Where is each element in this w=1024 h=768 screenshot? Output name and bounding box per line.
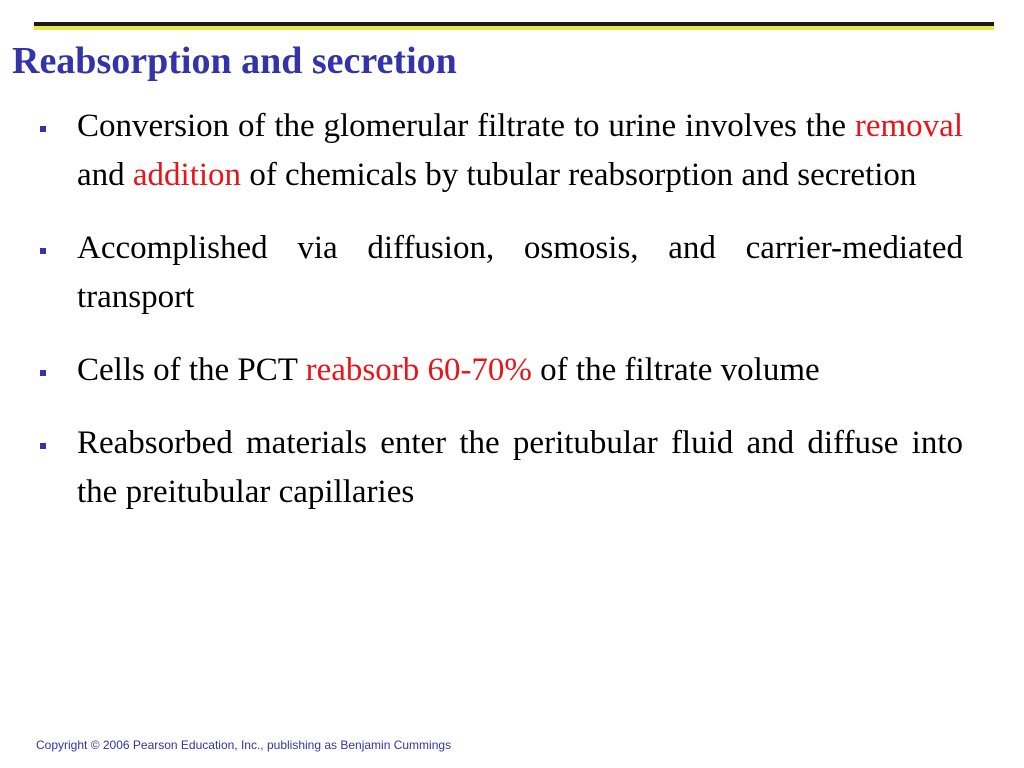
bullet-square-icon <box>40 126 46 132</box>
bullet-list <box>30 102 963 541</box>
bullet-item <box>30 346 963 395</box>
bullet-text-segment: Reabsorbed materials enter the peritubular fluid and diffuse into the preitubular capillaries <box>77 425 963 510</box>
bullet-item <box>30 102 963 200</box>
bullet-text-segment: and <box>77 157 133 193</box>
copyright-notice: Copyright © 2006 Pearson Education, Inc., publishing as Benjamin Cummings <box>36 738 452 752</box>
title-rule-accent <box>34 26 994 30</box>
highlighted-term: addition <box>132 157 242 193</box>
bullet-text-segment: of chemicals by tubular reabsorption and secretion <box>241 157 917 193</box>
bullet-square-icon <box>40 443 46 449</box>
slide-title: Reabsorption and secretion <box>12 40 457 82</box>
bullet-item <box>30 419 963 517</box>
bullet-square-icon <box>40 370 46 376</box>
bullet-square-icon <box>40 248 46 254</box>
bullet-text-segment: Accomplished via diffusion, osmosis, and carrier-mediated transport <box>77 230 963 315</box>
highlighted-term: reabsorb 60-70% <box>305 352 532 388</box>
highlighted-term: removal <box>854 108 963 144</box>
bullet-text-segment: of the filtrate volume <box>531 352 820 388</box>
bullet-text-segment: Cells of the PCT <box>77 352 306 388</box>
bullet-item <box>30 224 963 322</box>
bullet-text-segment: Conversion of the glomerular filtrate to urine involves the <box>77 108 855 144</box>
